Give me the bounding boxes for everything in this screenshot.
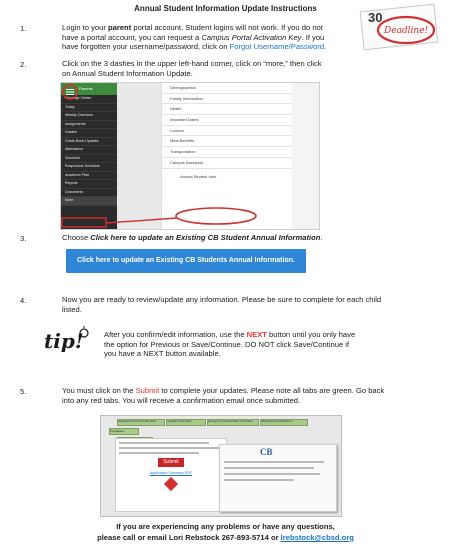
progress-tab[interactable]: Guardian Information: [166, 419, 206, 426]
page-title: Annual Student Information Update Instructions: [134, 4, 317, 13]
progress-tab[interactable]: Emergency Contacts/Other Information: [207, 419, 259, 426]
menu-item[interactable]: Important Dates: [162, 115, 292, 126]
sidebar-item[interactable]: Responsive Schedule: [61, 163, 117, 172]
submit-button[interactable]: Submit: [158, 458, 184, 467]
tip-icon: [40, 326, 94, 354]
step-3-number: 3.: [20, 234, 27, 243]
svg-text:tip!: tip!: [44, 329, 84, 353]
annotation-overlay: [61, 83, 319, 229]
portal-header: Parents: [61, 83, 117, 95]
sidebar-item[interactable]: Attendance: [61, 146, 117, 155]
progress-tab[interactable]: Application Process/Confirmation: [117, 419, 165, 426]
menu-item[interactable]: Demographics: [162, 83, 292, 94]
step-2-text: Click on the 3 dashes in the upper left-hand corner, click on “more,” then click on Annual Student Information Update.: [62, 59, 322, 78]
pdf-icon: [164, 477, 178, 491]
step-4-text: Now you are ready to review/update any information. Please be sure to complete for each child listed.: [62, 295, 382, 314]
step-3-text: Choose Click here to update an Existing CB Student Annual Information.: [62, 233, 323, 242]
sidebar-item[interactable]: Grades: [61, 129, 117, 138]
step-1-text: Login to your parent portal account. Student logins will not work. If you do not have a portal account, you can request a Campus Portal Activation Key. If you have forgotten your username/password, click on Forgot Username/Password.: [62, 23, 327, 52]
forgot-password-link[interactable]: Forgot Username/Password.: [229, 42, 327, 52]
confirmation-window: [219, 444, 337, 512]
menu-item[interactable]: Campus Backpack: [162, 158, 292, 169]
step-4-number: 4.: [20, 296, 27, 305]
sidebar-item[interactable]: More: [61, 197, 117, 206]
deadline-label: Deadline!: [384, 26, 429, 36]
application-summary-link[interactable]: Application Summary PDF: [149, 471, 193, 475]
sidebar-item[interactable]: Documents: [61, 189, 117, 198]
cb-logo: CB: [260, 447, 273, 457]
step-5-text: You must click on the Submit to complete your updates. Please note all tabs are green. Go back into any red tabs. You will receive a confirmation email once submitted.: [62, 386, 385, 405]
calendar-day: 30: [368, 10, 383, 25]
menu-item[interactable]: Family Information: [162, 94, 292, 105]
sidebar-item[interactable]: Assignments: [61, 121, 117, 130]
step-5-number: 5.: [20, 387, 27, 396]
sidebar-item[interactable]: Weekly Overview: [61, 112, 117, 121]
submit-keyword: Submit: [135, 386, 160, 395]
tip-text: After you confirm/edit information, use the NEXT button until you only have the option for Previous or Save/Continue. DO NOT click Save/Continue if you have a NEXT button available.: [104, 330, 356, 359]
summary-panel: [115, 438, 227, 512]
menu-item[interactable]: Annual Student Infor: [180, 173, 217, 179]
step-2-number: 2.: [20, 60, 27, 69]
update-existing-student-button[interactable]: Click here to update an Existing CB Students Annual Information.: [66, 249, 306, 273]
menu-item[interactable]: Health: [162, 104, 292, 115]
menu-item[interactable]: Meal Benefits: [162, 136, 292, 147]
completed-tab: Completed: [109, 428, 139, 435]
sidebar-item[interactable]: Reports: [61, 180, 117, 189]
sidebar-item[interactable]: Grade Book Updates: [61, 138, 117, 147]
arrow-line: [106, 218, 177, 223]
portal-screenshot: [60, 82, 320, 230]
sidebar-item[interactable]: Academic Plan: [61, 172, 117, 181]
annual-update-highlight: [176, 208, 256, 224]
contact-email-link[interactable]: lrebstock@cbsd.org: [280, 533, 354, 542]
step-1-number: 1.: [20, 24, 27, 33]
menu-item[interactable]: Transportation: [162, 147, 292, 158]
progress-tab[interactable]: Siblings/Add a Child/Doctor: [260, 419, 308, 426]
sidebar-item[interactable]: Schedule: [61, 155, 117, 164]
more-highlight: [62, 218, 106, 227]
footer-contact: If you are experiencing any problems or have any questions, please call or email Lori Rebstock 267-893-5714 or lrebstock@cbsd.org: [97, 522, 354, 542]
hamburger-icon: [66, 89, 74, 95]
sidebar-item[interactable]: Today: [61, 104, 117, 113]
deadline-calendar-icon: [354, 2, 440, 50]
menu-item[interactable]: Lockers: [162, 126, 292, 137]
sidebar-item[interactable]: Message Center: [61, 95, 117, 104]
submit-screenshot: [100, 415, 342, 517]
next-keyword: NEXT: [246, 330, 267, 339]
